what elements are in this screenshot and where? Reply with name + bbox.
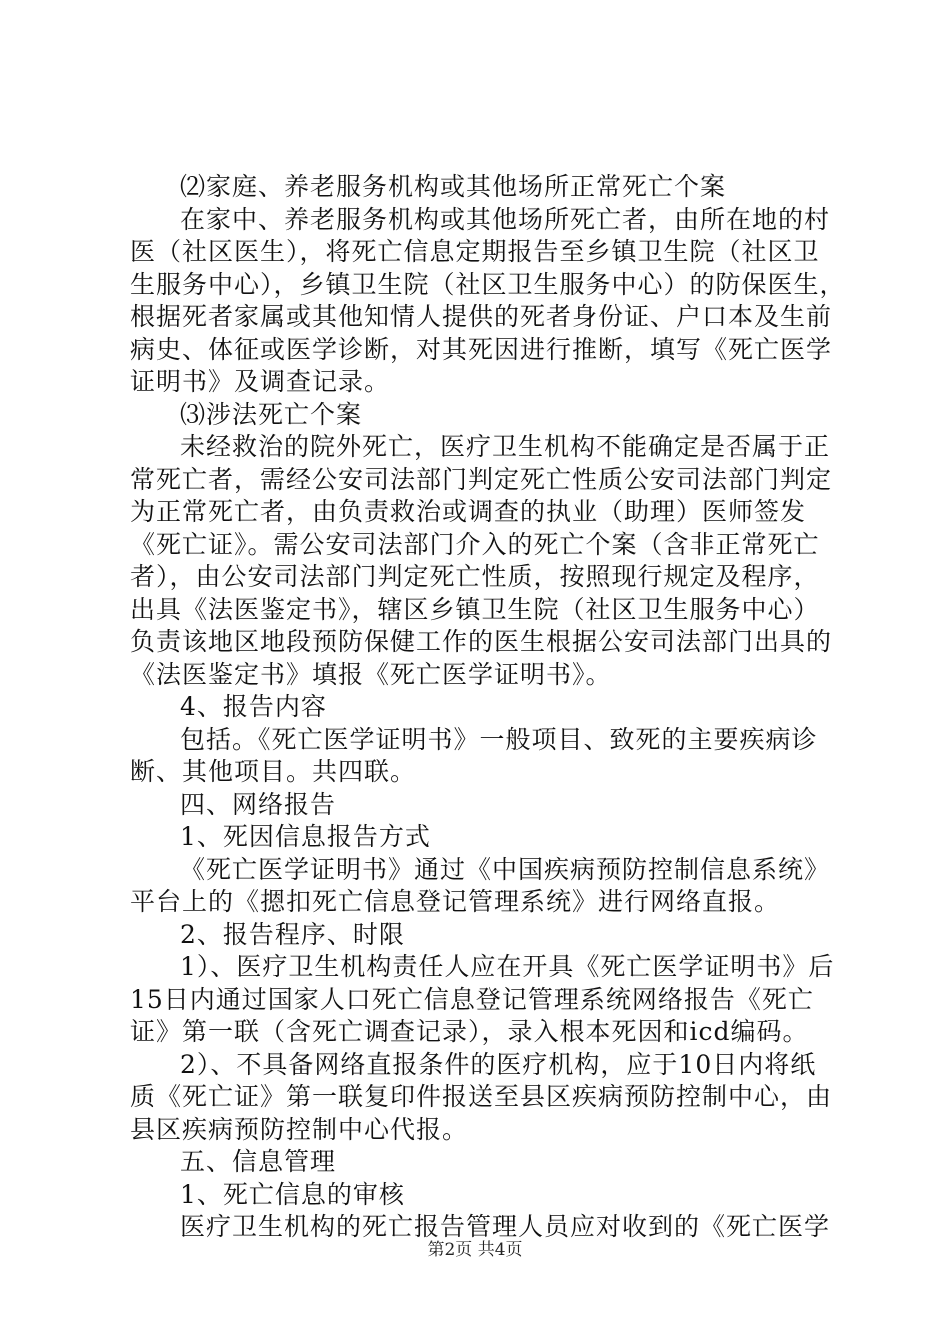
text-line: 《死亡医学证明书》通过《中国疾病预防控制信息系统》 bbox=[180, 854, 831, 884]
text-line: 证明书》及调查记录。 bbox=[130, 367, 391, 396]
text-line: 4、报告内容 bbox=[180, 692, 327, 721]
text-line: 断、其他项目。共四联。 bbox=[130, 757, 417, 786]
text-line: 者），由公安司法部门判定死亡性质，按照现行规定及程序， bbox=[130, 562, 820, 591]
text-line: ⑶涉法死亡个案 bbox=[180, 399, 363, 429]
text-line: 15日内通过国家人口死亡信息登记管理系统网络报告《死亡 bbox=[130, 984, 814, 1014]
text-line: ⑵家庭、养老服务机构或其他场所正常死亡个案 bbox=[180, 172, 727, 201]
text-line: 《法医鉴定书》填报《死亡医学证明书》。 bbox=[130, 659, 612, 689]
text-line: 生服务中心），乡镇卫生院（社区卫生服务中心）的防保医生， bbox=[130, 269, 846, 299]
text-line: 出具《法医鉴定书》，辖区乡镇卫生院（社区卫生服务中心） bbox=[130, 594, 820, 624]
text-line: 证》第一联（含死亡调查记录），录入根本死因和icd编码。 bbox=[130, 1017, 809, 1046]
text-line: 质《死亡证》第一联复印件报送至县区疾病预防控制中心，由 bbox=[130, 1082, 833, 1111]
text-line: 县区疾病预防控制中心代报。 bbox=[130, 1114, 469, 1144]
text-line: 2）、不具备网络直报条件的医疗机构，应于10日内将纸 bbox=[180, 1049, 817, 1079]
text-line: 病史、体征或医学诊断，对其死因进行推断，填写《死亡医学 bbox=[130, 334, 833, 364]
text-line: 医疗卫生机构的死亡报告管理人员应对收到的《死亡医学 bbox=[180, 1212, 831, 1241]
text-line: 平台上的《摁扣死亡信息登记管理系统》进行网络直报。 bbox=[130, 887, 781, 916]
text-line: 为正常死亡者，由负责救治或调查的执业（助理）医师签发 bbox=[130, 497, 807, 526]
text-line: 在家中、养老服务机构或其他场所死亡者，由所在地的村 bbox=[180, 204, 831, 234]
text-line: 常死亡者，需经公安司法部门判定死亡性质公安司法部门判定 bbox=[130, 464, 833, 494]
text-line: 《死亡证》。需公安司法部门介入的死亡个案（含非正常死亡 bbox=[130, 529, 820, 559]
text-line: 1、死因信息报告方式 bbox=[180, 822, 431, 851]
text-line: 根据死者家属或其他知情人提供的死者身份证、户口本及生前 bbox=[130, 302, 833, 331]
text-line: 未经救治的院外死亡，医疗卫生机构不能确定是否属于正 bbox=[180, 432, 831, 461]
text-line: 1、死亡信息的审核 bbox=[180, 1179, 405, 1209]
document-body bbox=[130, 171, 846, 1244]
text-line: 包括。《死亡医学证明书》一般项目、致死的主要疾病诊 bbox=[180, 724, 818, 754]
text-line: 负责该地区地段预防保健工作的医生根据公安司法部门出具的 bbox=[130, 627, 833, 656]
text-line: 五、信息管理 bbox=[180, 1147, 337, 1176]
page-footer: 第2页 共4页 bbox=[427, 1240, 523, 1260]
text-line: 1）、医疗卫生机构责任人应在开具《死亡医学证明书》后 bbox=[180, 952, 835, 981]
text-line: 2、报告程序、时限 bbox=[180, 919, 405, 949]
text-line: 四、网络报告 bbox=[180, 789, 337, 819]
text-line: 医（社区医生），将死亡信息定期报告至乡镇卫生院（社区卫 bbox=[130, 237, 820, 266]
